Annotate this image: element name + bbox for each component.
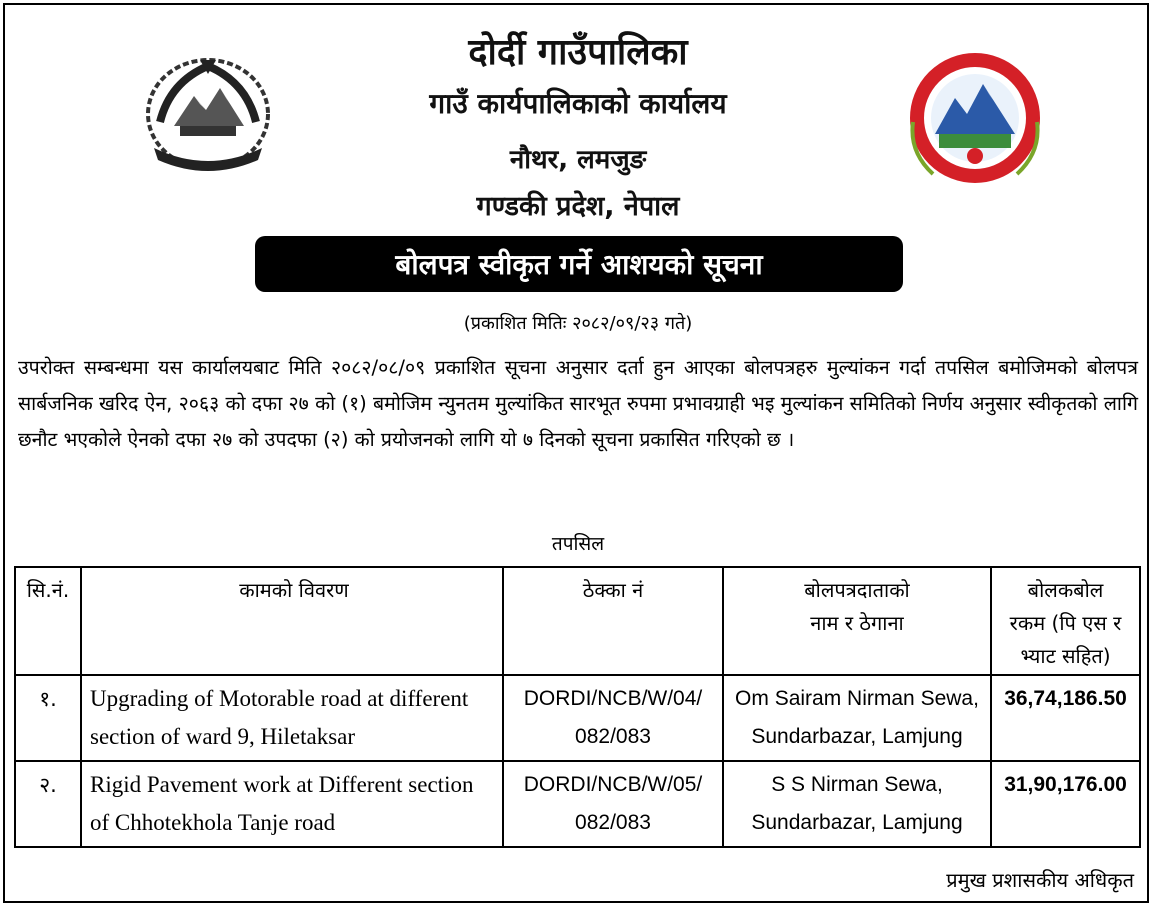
- notice-heading-banner: [255, 236, 903, 292]
- header-amount-line3: भ्याट सहित): [1020, 644, 1111, 668]
- row-description-line2: of Chhotekhola Tanje road: [90, 810, 336, 835]
- office-address: नौथर, लमजुङ: [509, 145, 647, 175]
- row-description: [81, 761, 503, 847]
- row-description: [81, 675, 503, 761]
- header-serial: सि.नं.: [15, 567, 81, 675]
- notice-heading: बोलपत्र स्वीकृत गर्ने आशयको सूचना: [395, 248, 763, 281]
- row-bidder: [723, 675, 991, 761]
- row-bidder: [723, 761, 991, 847]
- row-serial: १.: [15, 675, 81, 761]
- row-description-line1: Rigid Pavement work at Different section: [90, 772, 474, 797]
- table-row: [15, 675, 1140, 761]
- row-contract-no-line1: DORDI/NCB/W/04/: [523, 687, 703, 710]
- row-contract-no: [503, 761, 723, 847]
- row-contract-no-line1: DORDI/NCB/W/05/: [523, 773, 703, 796]
- published-date: (प्रकाशित मितिः २०८२/०९/२३ गते): [463, 313, 693, 334]
- signatory-title: प्रमुख प्रशासकीय अधिकृत: [946, 868, 1134, 892]
- row-amount: 36,74,186.50: [991, 675, 1140, 761]
- row-contract-no-line2: 082/083: [575, 725, 651, 748]
- schedule-label: तपसिल: [551, 533, 605, 555]
- row-bidder-name: Om Sairam Nirman Sewa,: [735, 687, 979, 710]
- row-description-line1: Upgrading of Motorable road at different: [90, 686, 469, 711]
- header-amount: [991, 567, 1140, 675]
- header-amount-line1: बोलकबोल: [1027, 578, 1104, 602]
- header-amount-line2: रकम (पि एस र: [1009, 611, 1122, 635]
- row-bidder-address: Sundarbazar, Lamjung: [751, 811, 963, 834]
- table-header-row: [15, 567, 1140, 675]
- office-name: गाउँ कार्यपालिकाको कार्यालय: [429, 87, 727, 120]
- municipality-title: दोर्दी गाउँपालिका: [468, 32, 688, 73]
- header-description: कामको विवरण: [81, 567, 503, 675]
- row-description-line2: section of ward 9, Hiletaksar: [90, 724, 356, 749]
- row-amount: 31,90,176.00: [991, 761, 1140, 847]
- row-contract-no-line2: 082/083: [575, 811, 651, 834]
- table-row: [15, 761, 1140, 847]
- header-bidder-line2: नाम र ठेगाना: [810, 611, 904, 635]
- bid-table: [14, 566, 1141, 848]
- header-contract-no: ठेक्का नं: [503, 567, 723, 675]
- row-bidder-address: Sundarbazar, Lamjung: [751, 725, 963, 748]
- row-serial: २.: [15, 761, 81, 847]
- header-bidder-line1: बोलपत्रदाताको: [804, 578, 910, 602]
- notice-body: उपरोक्त सम्बन्धमा यस कार्यालयबाट मिति २०८२/०८/०९ प्रकाशित सूचना अनुसार दर्ता हुन आएका बोलपत्रहरु मुल्यांकन गर्दा तपसिल बमोजिमको बोलपत्र सार्बजनिक खरिद ऐन, २०६३ को दफा २७ को (१) बमोजिम न्युनतम मुल्यांकित सारभूत रुपमा प्रभावग्राही भइ मुल्यांकन समितिको निर्णय अनुसार स्वीकृतको लागि छनौट भएकोले ऐनको दफा २७ को उपदफा (२) को प्रयोजनको लागि यो ७ दिनको सूचना प्रकासित गरिएको छ ।: [18, 356, 1139, 451]
- row-contract-no: [503, 675, 723, 761]
- row-bidder-name: S S Nirman Sewa,: [771, 773, 943, 796]
- province-country: गण्डकी प्रदेश, नेपाल: [476, 191, 680, 222]
- header-bidder: [723, 567, 991, 675]
